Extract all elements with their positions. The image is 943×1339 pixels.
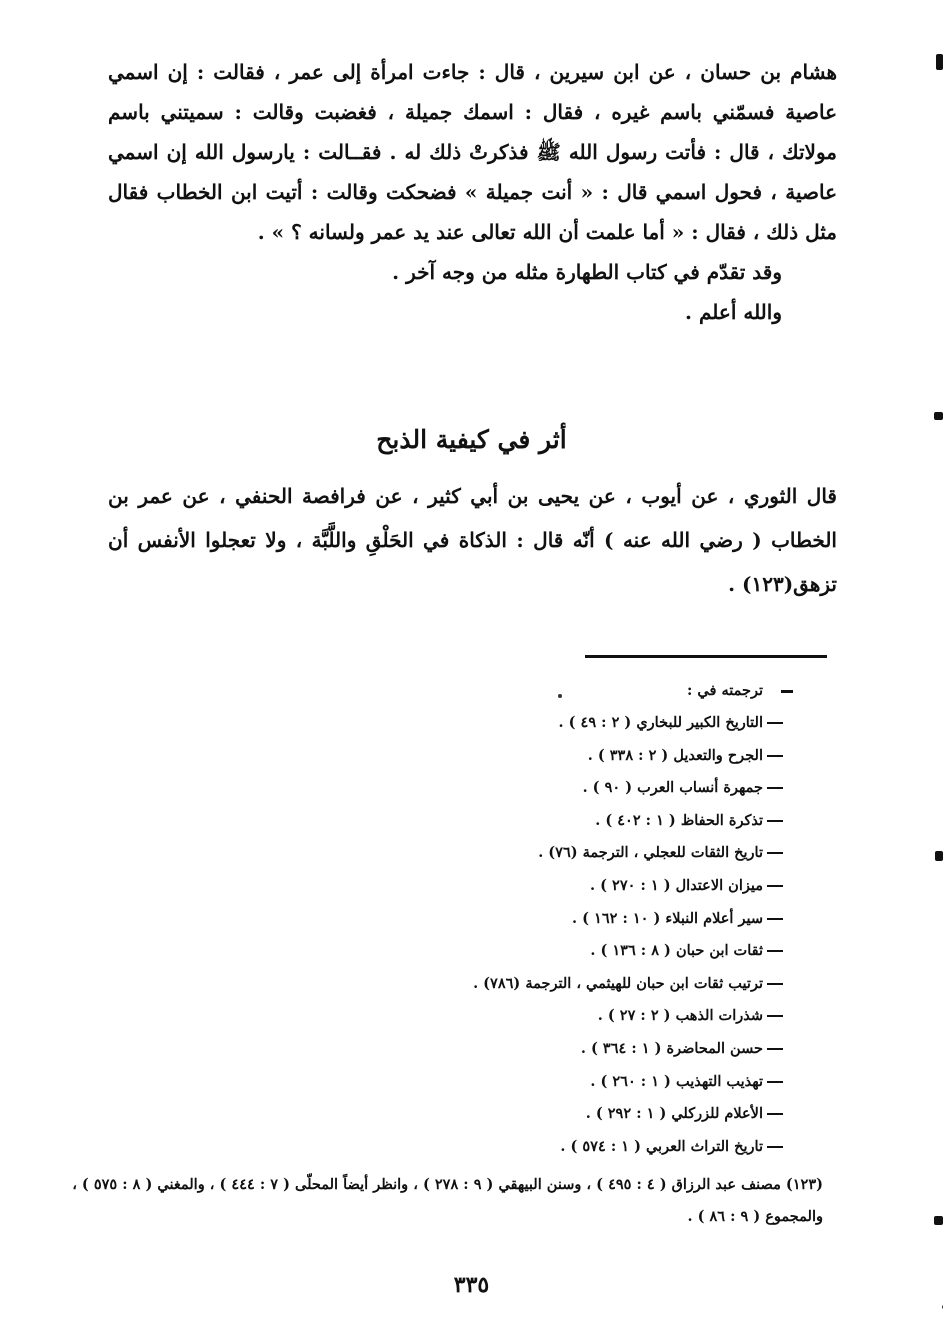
reference-dash [767,983,783,985]
reference-item [70,1098,783,1131]
cross-reference-sentence: وقد تقدّم في كتاب الطهارة مثله من وجه آخر . [392,260,782,284]
reference-dash [767,787,783,789]
reference-text: تاريخ التراث العربي ( ١ : ٥٧٤ ) . [560,1137,763,1155]
reference-text: تاريخ الثقات للعجلي ، الترجمة (٧٦) . [538,844,763,862]
section-paragraph: قال الثوري ، عن أيوب ، عن يحيى بن أبي كثير ، عن فرافصة الحنفي ، عن عمر بن الخطاب ( رضي الله عنه ) أنّه قال : الذكاة في الحَلْقِ واللَّبَّة ، ولا تعجلوا الأنفس أن تزهق(١٢٣) . [108,484,837,596]
footnote-separator-rule [585,655,827,658]
reference-item [70,968,783,1001]
reference-text: الجرح والتعديل ( ٢ : ٣٣٨ ) . [587,746,763,764]
reference-dash [767,852,783,854]
reference-dash [767,1048,783,1050]
reference-dash [767,722,783,724]
reference-text: ثقات ابن حبان ( ٨ : ١٣٦ ) . [590,942,763,960]
reference-item [70,1066,783,1099]
scan-margin-mark [934,1216,943,1225]
biography-note-intro [70,675,843,707]
reference-text: تهذيب التهذيب ( ١ : ٢٦٠ ) . [590,1072,763,1090]
reference-item [70,772,783,805]
biography-note-intro-text: ترجمته في : [687,682,763,699]
section-heading: أثر في كيفية الذبح [376,425,567,454]
page-number: ٣٣٥ [453,1272,490,1298]
reference-dash [767,1081,783,1083]
section-text-block [108,474,837,606]
reference-item [70,1000,783,1033]
reference-text: ترتيب ثقات ابن حبان للهيثمي ، الترجمة (٧٨٦) . [473,974,763,992]
scan-speck [558,694,562,698]
reference-dash [767,755,783,757]
footnote-123: (١٢٣) مصنف عبد الرزاق ( ٤ : ٤٩٥ ) ، وسنن البيهقي ( ٩ : ٢٧٨ ) ، وانظر أيضاً المحلّى ( ٧ : ٤٤٤ ) ، والمغني ( ٨ : ٥٧٥ ) ، والمجموع ( ٩ : ٨٦ ) . [72,1176,823,1226]
narration-paragraph: هشام بن حسان ، عن ابن سيرين ، قال : جاءت امرأة إلى عمر ، فقالت : إن اسمي عاصية فسمّني باسم غيره ، فقال : اسمك جميلة ، فغضبت وقالت : سميتني باسم مولاتك ، قال : فأتت رسول الله ﷺ فذكرتْ ذلك له . فقــالت : يارسول الله إن اسمي عاصية ، فحول اسمي قال : « أنت جميلة » فضحكت وقالت : أتيت ابن الخطاب فقال مثل ذلك ، فقال : « أما علمت أن الله تعالى عند يد عمر ولسانه ؟ » . [108,60,837,244]
reference-text: سير أعلام النبلاء ( ١٠ : ١٦٢ ) . [572,909,763,927]
scan-margin-mark [934,412,943,420]
reference-item [70,903,783,936]
reference-item [70,837,783,870]
reference-text: الأعلام للزركلي ( ١ : ٢٩٢ ) . [585,1105,763,1123]
scan-margin-mark [935,851,943,861]
reference-dash [767,950,783,952]
reference-dash [767,820,783,822]
reference-dash [767,1146,783,1148]
reference-item [70,1033,783,1066]
reference-item [70,935,783,968]
reference-dash [767,1015,783,1017]
reference-text: تذكرة الحفاظ ( ١ : ٤٠٢ ) . [595,811,763,829]
reference-item [70,707,783,740]
reference-dash [767,885,783,887]
reference-dash [767,1113,783,1115]
footnotes-area [70,675,843,1233]
scan-margin-mark [936,54,943,70]
reference-text: جمهرة أنساب العرب ( ٩٠ ) . [582,779,763,797]
biography-reference-list [70,707,843,1163]
main-text-block [108,52,837,332]
reference-text: حسن المحاضرة ( ١ : ٣٦٤ ) . [580,1039,763,1057]
reference-text: ميزان الاعتدال ( ١ : ٢٧٠ ) . [590,876,763,894]
reference-dash [767,918,783,920]
reference-item [70,805,783,838]
reference-item [70,870,783,903]
reference-text: شذرات الذهب ( ٢ : ٢٧ ) . [597,1007,763,1025]
closing-phrase: والله أعلم . [685,300,782,324]
reference-item [70,1131,783,1164]
reference-text: التاريخ الكبير للبخاري ( ٢ : ٤٩ ) . [558,714,763,731]
note-marker-dash [781,690,793,693]
reference-item [70,740,783,773]
